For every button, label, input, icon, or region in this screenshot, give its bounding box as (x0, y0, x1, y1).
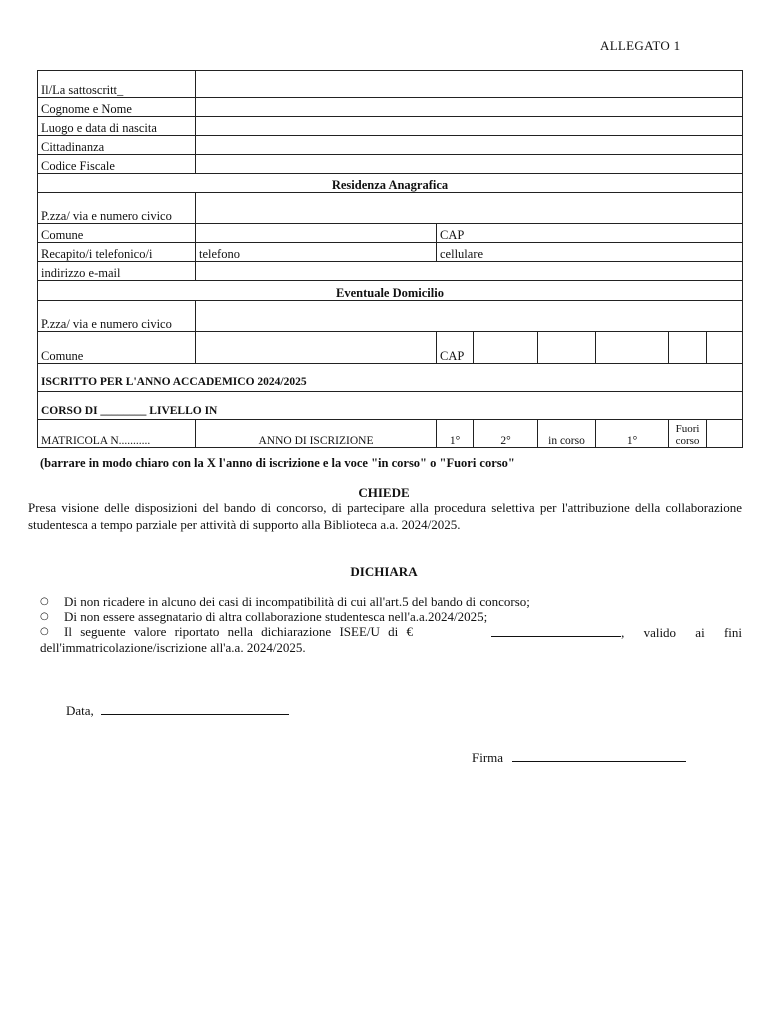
cellulare-field[interactable]: cellulare (437, 243, 743, 262)
data-signature-row (66, 702, 289, 719)
chiede-title: CHIEDE (358, 485, 410, 500)
codice-fiscale-field[interactable] (196, 155, 743, 174)
firma-signature-row (472, 749, 686, 766)
dichiara-list (40, 594, 742, 655)
chiede-paragraph: Presa visione delle disposizioni del bando di concorso, di partecipare alla procedura selettiva per l'attribuzione della collaborazione studentesca a tempo parziale per attività di supporto alla Biblioteca a.a. 2024/2025. (28, 500, 742, 532)
domicilio-section-title: Eventuale Domicilio (38, 281, 743, 301)
firma-label: Firma (472, 750, 504, 765)
isee-value-field[interactable] (491, 624, 621, 637)
email-field[interactable] (196, 262, 743, 281)
isee-prefix: Il seguente valore riportato nella dichiarazione ISEE/U di € (64, 624, 413, 639)
domicilio-cap-box-3[interactable] (596, 332, 669, 364)
anno-secondo-checkbox[interactable]: 2° (474, 420, 538, 448)
domicilio-comune-field[interactable] (196, 332, 437, 364)
domicilio-cap-label: CAP (437, 332, 474, 364)
cognome-nome-label: Cognome e Nome (38, 98, 196, 117)
dichiara-title: DICHIARA (350, 564, 418, 579)
cognome-nome-field[interactable] (196, 98, 743, 117)
fuori-corso-extra-box[interactable] (707, 420, 743, 448)
codice-fiscale-label: Codice Fiscale (38, 155, 196, 174)
dichiara-item-isee (40, 624, 742, 655)
cittadinanza-field[interactable] (196, 136, 743, 155)
domicilio-via-field[interactable] (196, 301, 743, 332)
fuori-corso-checkbox[interactable]: Fuori corso (669, 420, 707, 448)
domicilio-cap-box-2[interactable] (538, 332, 596, 364)
circle-bullet-icon[interactable]: ○ (40, 611, 49, 622)
telefono-field[interactable]: telefono (196, 243, 437, 262)
isee-suffix: , valido ai fini (621, 625, 742, 640)
circle-bullet-icon[interactable]: ○ (40, 626, 49, 637)
sottoscritto-label: Il/La sattoscritt_ (38, 71, 196, 98)
residenza-comune-field[interactable] (196, 224, 437, 243)
matricola-field[interactable]: MATRICOLA N........... (38, 420, 196, 448)
residenza-section-title: Residenza Anagrafica (38, 174, 743, 193)
fuori-corso-primo-checkbox[interactable]: 1° (596, 420, 669, 448)
residenza-via-field[interactable] (196, 193, 743, 224)
anno-iscrizione-label: ANNO DI ISCRIZIONE (196, 420, 437, 448)
cittadinanza-label: Cittadinanza (38, 136, 196, 155)
application-form-table (37, 70, 743, 448)
domicilio-cap-box-4[interactable] (669, 332, 707, 364)
domicilio-cap-box-1[interactable] (474, 332, 538, 364)
circle-bullet-icon[interactable]: ○ (40, 596, 49, 607)
allegato-label: ALLEGATO 1 (600, 38, 681, 53)
luogo-data-nascita-label: Luogo e data di nascita (38, 117, 196, 136)
in-corso-checkbox[interactable]: in corso (538, 420, 596, 448)
dichiara-item-text: Di non essere assegnatario di altra collaborazione studentesca nell'a.a.2024/2025; (64, 609, 488, 624)
firma-field[interactable] (512, 749, 686, 762)
domicilio-comune-label: Comune (38, 332, 196, 364)
email-label: indirizzo e-mail (38, 262, 196, 281)
dichiara-item (40, 609, 742, 624)
residenza-via-label: P.zza/ via e numero civico (38, 193, 196, 224)
residenza-cap-field[interactable]: CAP (437, 224, 743, 243)
data-label: Data, (66, 703, 94, 718)
luogo-data-nascita-field[interactable] (196, 117, 743, 136)
iscritto-anno-accademico: ISCRITTO PER L'ANNO ACCADEMICO 2024/2025 (38, 364, 743, 392)
recapito-label: Recapito/i telefonico/i (38, 243, 196, 262)
dichiara-item (40, 594, 742, 609)
isee-continuation: dell'immatricolazione/iscrizione all'a.a. 2024/2025. (40, 640, 306, 655)
barrare-instruction: (barrare in modo chiaro con la X l'anno di iscrizione e la voce "in corso" o "Fuori corso" (40, 456, 515, 470)
corso-livello-row[interactable]: CORSO DI ________ LIVELLO IN (38, 392, 743, 420)
domicilio-cap-box-5[interactable] (707, 332, 743, 364)
sottoscritto-field[interactable] (196, 71, 743, 98)
anno-primo-checkbox[interactable]: 1° (437, 420, 474, 448)
domicilio-via-label: P.zza/ via e numero civico (38, 301, 196, 332)
dichiara-item-text: Di non ricadere in alcuno dei casi di incompatibilità di cui all'art.5 del bando di concorso; (64, 594, 530, 609)
data-field[interactable] (101, 702, 289, 715)
residenza-comune-label: Comune (38, 224, 196, 243)
